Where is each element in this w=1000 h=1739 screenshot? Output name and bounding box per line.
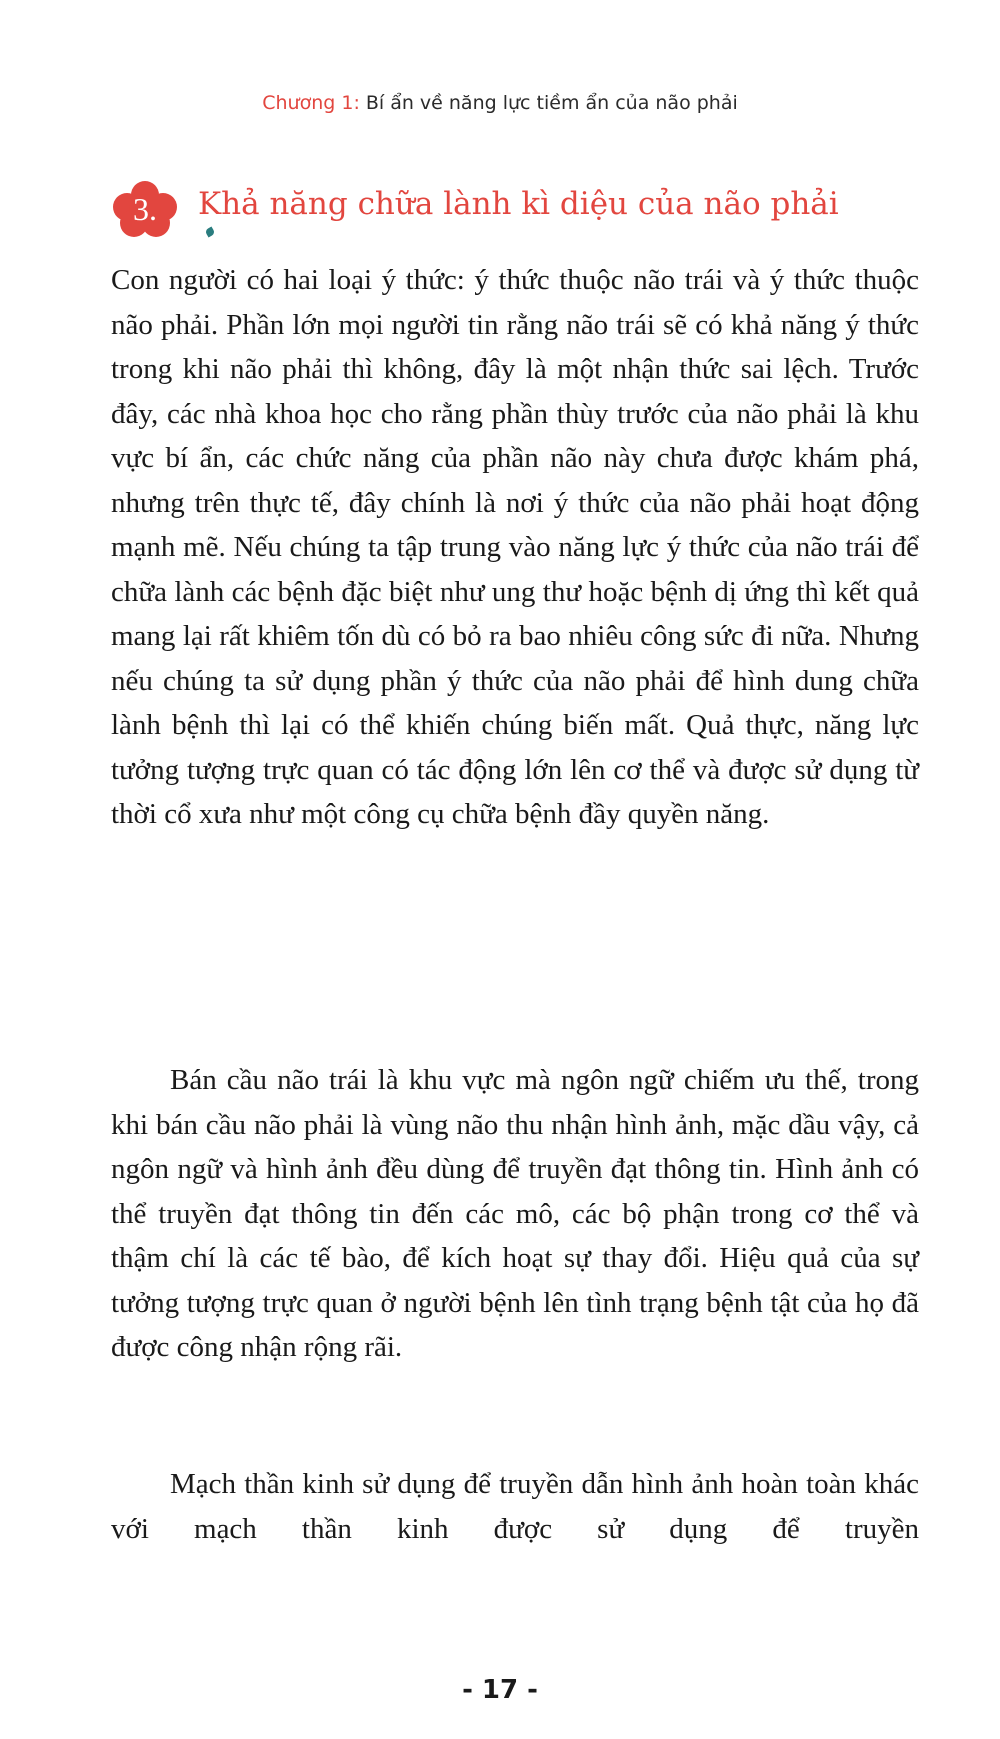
section-title: Khả năng chữa lành kì diệu của não phải	[198, 186, 839, 222]
page-number: - 17 -	[462, 1675, 538, 1705]
paragraph-3: Mạch thần kinh sử dụng để truyền dẫn hình ảnh hoàn toàn khác với mạch thần kinh được sử dụng để truyền	[111, 1468, 919, 1545]
paragraph-1: Con người có hai loại ý thức: ý thức thuộc não trái và ý thức thuộc não phải. Phần lớn mọi người tin rằng não trái sẽ có khả năng ý thức trong khi não phải thì không, đây là một nhận thức sai lệch. Trước đây, các nhà khoa học cho rằng phần thùy trước của não phải là khu vực bí ẩn, các chức năng của phần não này chưa được khám phá, nhưng trên thực tế, đây chính là nơi ý thức của não phải hoạt động mạnh mẽ. Nếu chúng ta tập trung vào năng lực ý thức của não trái để chữa lành các bệnh đặc biệt như ung thư hoặc bệnh dị ứng thì kết quả mang lại rất khiêm tốn dù có bỏ ra bao nhiêu công sức đi nữa. Nhưng nếu chúng ta sử dụng phần ý thức của não phải để hình dung chữa lành bệnh thì lại có thể khiến chúng biến mất. Quả thực, năng lực tưởng tượng trực quan có tác động lớn lên cơ thể và được sử dụng từ thời cổ xưa như một công cụ chữa bệnh đầy quyền năng.	[111, 264, 919, 830]
paragraph-2: Bán cầu não trái là khu vực mà ngôn ngữ chiếm ưu thế, trong khi bán cầu não phải là vùng não thu nhận hình ảnh, mặc dầu vậy, cả ngôn ngữ và hình ảnh đều dùng để truyền đạt thông tin. Hình ảnh có thể truyền đạt thông tin đến các mô, các bộ phận trong cơ thể và thậm chí là các tế bào, để kích hoạt sự thay đổi. Hiệu quả của sự tưởng tượng trực quan ở người bệnh lên tình trạng bệnh tật của họ đã được công nhận rộng rãi.	[111, 1064, 919, 1363]
running-header	[0, 92, 1000, 114]
leaf-icon	[205, 227, 216, 238]
section-heading	[112, 180, 912, 250]
section-number: 3.	[133, 191, 157, 227]
chapter-label: Chương 1:	[262, 92, 360, 114]
flower-badge-icon	[112, 180, 178, 238]
chapter-title: Bí ẩn về năng lực tiềm ẩn của não phải	[365, 92, 738, 114]
